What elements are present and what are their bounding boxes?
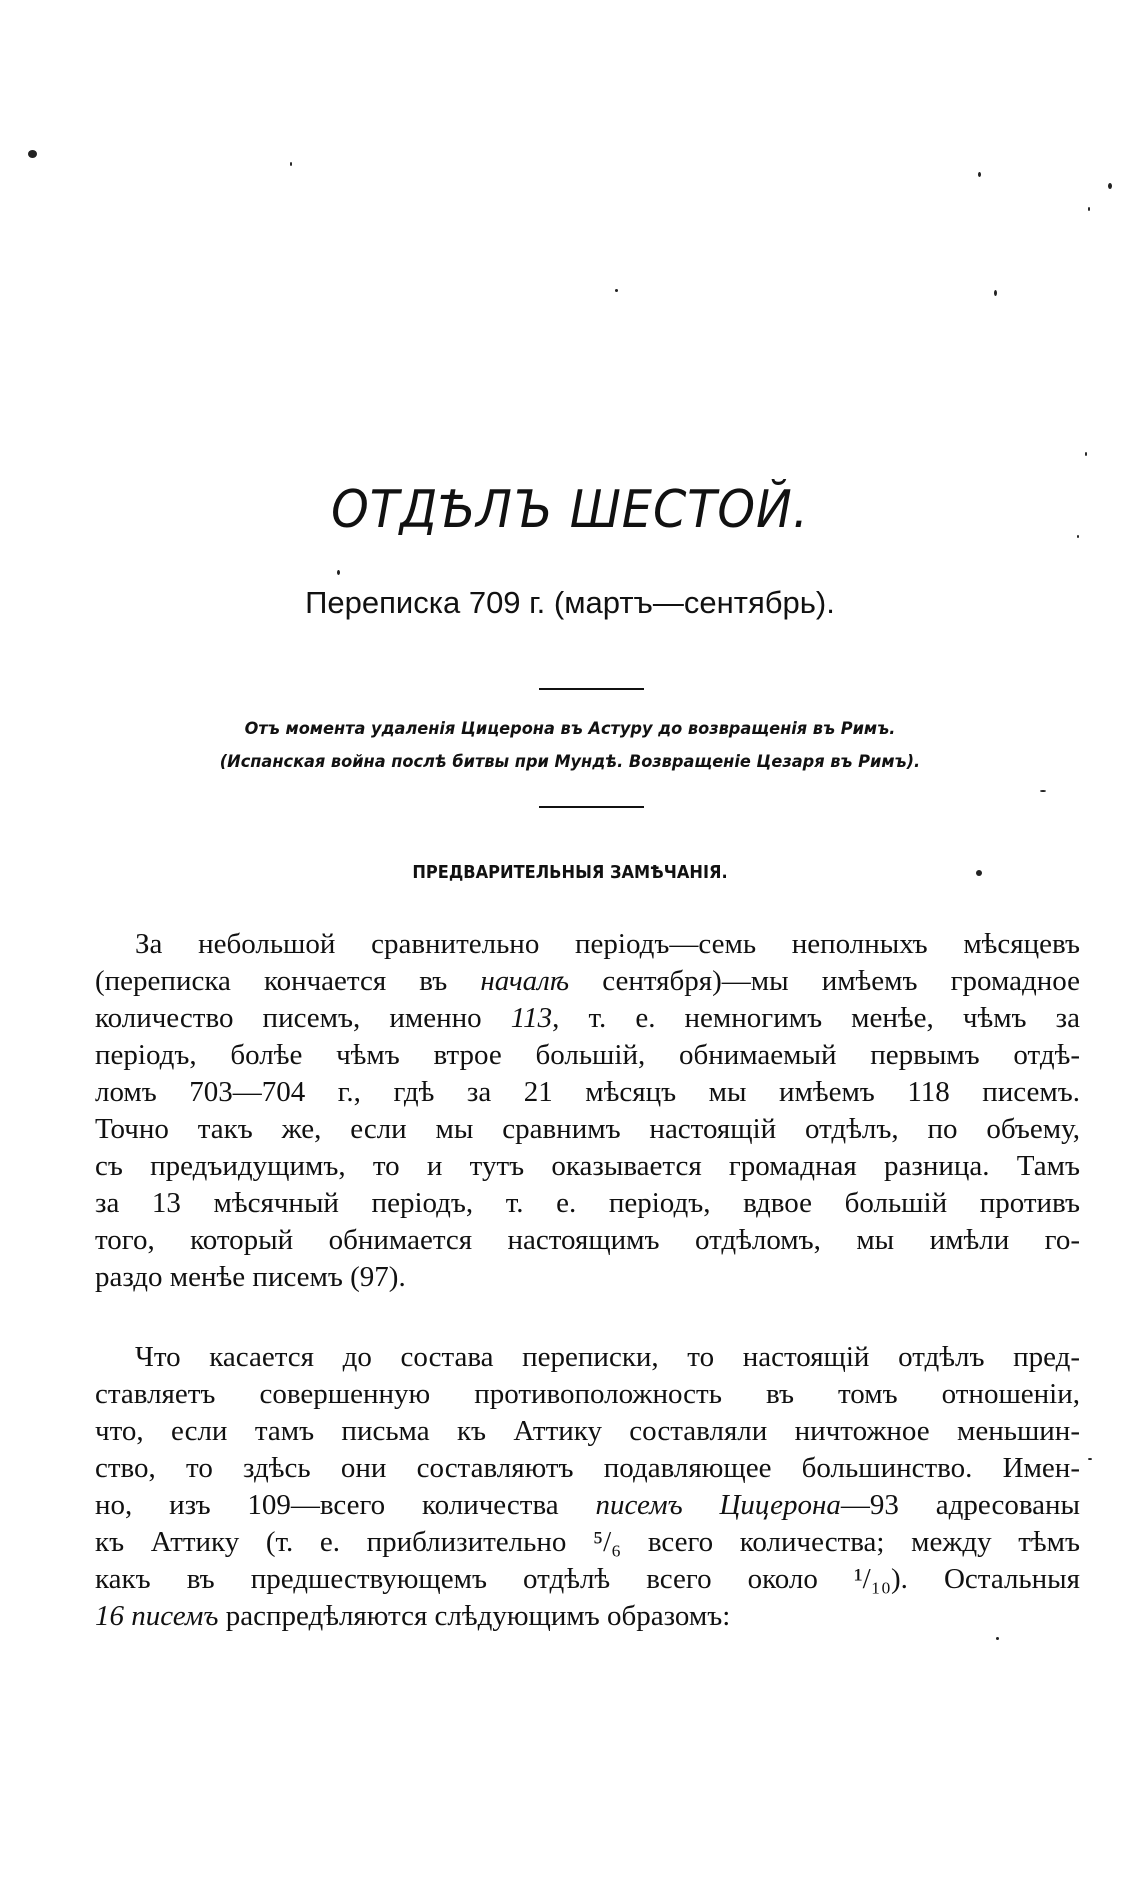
- scan-speck: [1108, 183, 1112, 189]
- paragraph-1: [95, 926, 1080, 1296]
- paragraph-2: [95, 1339, 1080, 1635]
- text-line: какъ въ предшествующемъ отдѣлѣ всего около ¹/₁₀). Остальныя: [95, 1563, 1080, 1595]
- scan-speck: [1085, 452, 1087, 456]
- text-line: (переписка кончается въ началѣ сентября)—мы имѣемъ громадное: [95, 965, 1080, 997]
- scan-speck: [994, 290, 997, 296]
- text-line: ство, то здѣсь они составляютъ подавляющее большинство. Имен-: [95, 1452, 1080, 1484]
- scan-speck: [28, 150, 37, 158]
- scan-speck: [996, 1637, 999, 1640]
- divider-rule: [539, 806, 644, 808]
- scan-speck: [615, 289, 618, 292]
- section-title: ОТДѢЛЪ ШЕСТОЙ.: [331, 480, 809, 540]
- scan-speck: [1088, 1458, 1092, 1460]
- scan-speck: [337, 570, 340, 575]
- divider-rule: [539, 688, 644, 690]
- text-line: ставляетъ совершенную противоположность въ томъ отношеніи,: [95, 1378, 1080, 1410]
- text-line: что, если тамъ письма къ Аттику составляли ничтожное меньшин-: [95, 1415, 1080, 1447]
- text-line: ломъ 703—704 г., гдѣ за 21 мѣсяцъ мы имѣемъ 118 писемъ.: [95, 1076, 1080, 1108]
- text-line: за 13 мѣсячный періодъ, т. е. періодъ, вдвое большій противъ: [95, 1187, 1080, 1219]
- text-line: къ Аттику (т. е. приблизительно ⁵/₆ всего количества; между тѣмъ: [95, 1526, 1080, 1558]
- text-line: съ предъидущимъ, то и тутъ оказывается громадная разница. Тамъ: [95, 1150, 1080, 1182]
- text-line: количество писемъ, именно 113, т. е. немногимъ менѣе, чѣмъ за: [95, 1002, 1080, 1034]
- scan-speck: [290, 162, 292, 166]
- text-line: 16 писемъ распредѣляются слѣдующимъ образомъ:: [95, 1600, 731, 1632]
- text-line: Точно такъ же, если мы сравнимъ настоящій отдѣлъ, по объему,: [95, 1113, 1080, 1145]
- text-line: періодъ, болѣе чѣмъ втрое большій, обнимаемый первымъ отдѣ-: [95, 1039, 1080, 1071]
- text-line: того, который обнимается настоящимъ отдѣломъ, мы имѣли го-: [95, 1224, 1080, 1256]
- summary-line-2: (Испанская война послѣ битвы при Мундѣ. Возвращеніе Цезаря въ Римъ).: [219, 752, 921, 772]
- scan-speck: [1088, 207, 1090, 211]
- scan-speck: [978, 172, 981, 177]
- summary-line-1: Отъ момента удаленія Цицерона въ Астуру до возвращенія въ Римъ.: [244, 719, 896, 739]
- text-line: раздо менѣе писемъ (97).: [95, 1261, 406, 1293]
- scan-speck: [1040, 790, 1046, 792]
- text-line: но, изъ 109—всего количества писемъ Цицерона—93 адресованы: [95, 1489, 1081, 1521]
- text-line: За небольшой сравнительно періодъ—семь неполныхъ мѣсяцевъ: [135, 928, 1080, 960]
- section-subtitle: Переписка 709 г. (мартъ—сентябрь).: [305, 585, 835, 620]
- text-line: Что касается до состава переписки, то настоящій отдѣлъ пред-: [135, 1341, 1080, 1373]
- section-heading: ПРЕДВАРИТЕЛЬНЫЯ ЗАМѢЧАНІЯ.: [412, 862, 728, 883]
